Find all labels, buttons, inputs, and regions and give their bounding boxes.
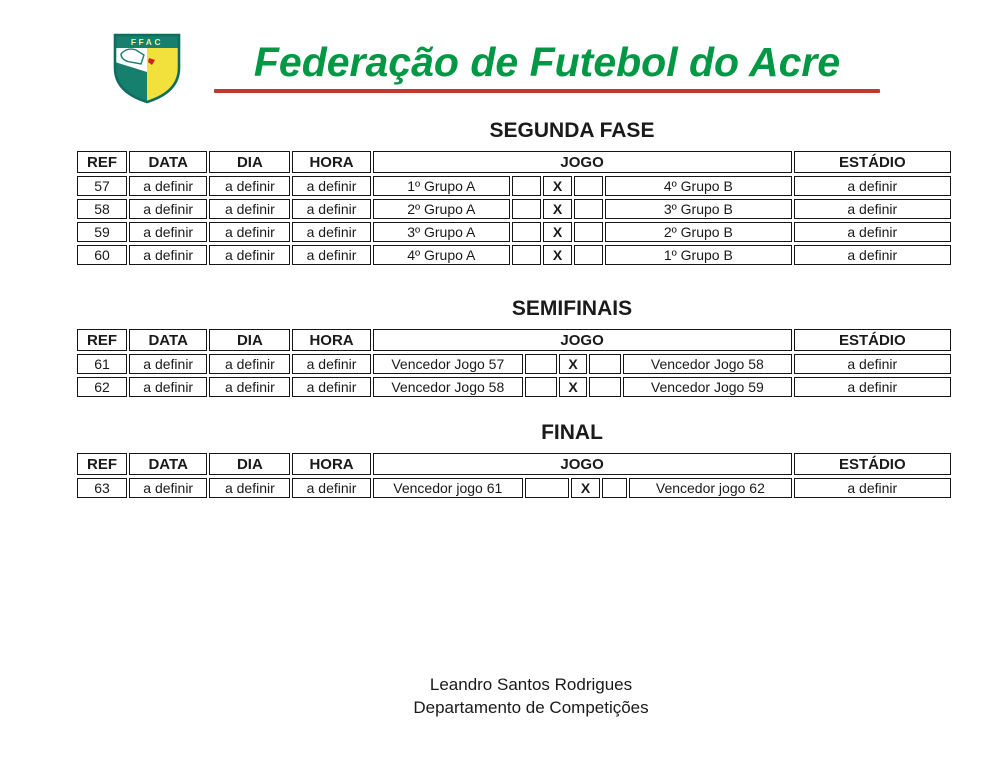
table-row: [77, 199, 951, 219]
title-underline: [214, 89, 880, 93]
away-team-cell: 3º Grupo B: [605, 199, 791, 219]
data-cell: a definir: [129, 478, 207, 498]
header-title-block: [214, 38, 880, 93]
section-title-segunda-fase: SEGUNDA FASE: [489, 119, 655, 142]
table-row: [77, 478, 951, 498]
dia-cell: a definir: [209, 199, 290, 219]
table-row: [77, 245, 951, 265]
footer-name: Leandro Santos Rodrigues: [429, 675, 633, 694]
page-title: Federação de Futebol do Acre: [253, 39, 841, 85]
jogo-header: JOGO: [373, 453, 792, 475]
dia-cell: a definir: [209, 176, 290, 196]
ref-cell: 57: [77, 176, 127, 196]
document-footer: [91, 673, 971, 719]
estadio-header: ESTÁDIO: [794, 329, 951, 351]
spacer-cell: [512, 199, 541, 219]
hora-cell: a definir: [292, 377, 370, 397]
spacer-cell: [512, 245, 541, 265]
dia-cell: a definir: [209, 245, 290, 265]
dia-header: DIA: [209, 151, 290, 173]
versus-cell: X: [559, 377, 587, 397]
dia-cell: a definir: [209, 377, 290, 397]
data-cell: a definir: [129, 354, 207, 374]
hora-cell: a definir: [292, 176, 370, 196]
spacer-cell: [589, 354, 621, 374]
ref-header: REF: [77, 151, 127, 173]
dia-header: DIA: [209, 329, 290, 351]
table-final: [75, 450, 953, 501]
header-row: [77, 151, 951, 173]
jogo-header: JOGO: [373, 151, 792, 173]
data-header: DATA: [129, 453, 207, 475]
dia-cell: a definir: [209, 354, 290, 374]
spacer-cell: [589, 377, 621, 397]
ref-header: REF: [77, 329, 127, 351]
jogo-header: JOGO: [373, 329, 792, 351]
estadio-header: ESTÁDIO: [794, 151, 951, 173]
hora-cell: a definir: [292, 245, 370, 265]
spacer-cell: [525, 377, 557, 397]
ref-cell: 61: [77, 354, 127, 374]
home-team-cell: 1º Grupo A: [373, 176, 510, 196]
away-team-cell: Vencedor Jogo 58: [623, 354, 791, 374]
header-row: [77, 329, 951, 351]
home-team-cell: 4º Grupo A: [373, 245, 510, 265]
data-cell: a definir: [129, 199, 207, 219]
table-row: [77, 222, 951, 242]
versus-cell: X: [559, 354, 587, 374]
spacer-cell: [574, 199, 603, 219]
dia-header: DIA: [209, 453, 290, 475]
away-team-cell: Vencedor Jogo 59: [623, 377, 791, 397]
estadio-cell: a definir: [794, 222, 951, 242]
spacer-cell: [574, 222, 603, 242]
table-row: [77, 176, 951, 196]
hora-cell: a definir: [292, 222, 370, 242]
versus-cell: X: [543, 176, 572, 196]
versus-cell: X: [543, 245, 572, 265]
hora-header: HORA: [292, 329, 370, 351]
ref-cell: 63: [77, 478, 127, 498]
ref-cell: 58: [77, 199, 127, 219]
estadio-header: ESTÁDIO: [794, 453, 951, 475]
estadio-cell: a definir: [794, 354, 951, 374]
hora-cell: a definir: [292, 199, 370, 219]
spacer-cell: [602, 478, 627, 498]
dia-cell: a definir: [209, 478, 290, 498]
data-cell: a definir: [129, 377, 207, 397]
away-team-cell: 2º Grupo B: [605, 222, 791, 242]
section-title-semifinais: SEMIFINAIS: [511, 297, 633, 320]
table-row: [77, 354, 951, 374]
data-header: DATA: [129, 151, 207, 173]
section-title-final: FINAL: [541, 421, 603, 444]
table-row: [77, 377, 951, 397]
ffac-logo-text: FFAC: [130, 37, 164, 47]
spacer-cell: [525, 354, 557, 374]
hora-cell: a definir: [292, 478, 370, 498]
estadio-cell: a definir: [794, 245, 951, 265]
table-semifinais: [75, 326, 953, 400]
footer-department: Departamento de Competições: [413, 698, 649, 717]
estadio-cell: a definir: [794, 377, 951, 397]
hora-cell: a definir: [292, 354, 370, 374]
versus-cell: X: [543, 222, 572, 242]
away-team-cell: 1º Grupo B: [605, 245, 791, 265]
spacer-cell: [525, 478, 569, 498]
ref-cell: 60: [77, 245, 127, 265]
home-team-cell: 2º Grupo A: [373, 199, 510, 219]
ref-cell: 59: [77, 222, 127, 242]
spacer-cell: [512, 176, 541, 196]
ref-cell: 62: [77, 377, 127, 397]
data-cell: a definir: [129, 245, 207, 265]
away-team-cell: 4º Grupo B: [605, 176, 791, 196]
dia-cell: a definir: [209, 222, 290, 242]
spacer-cell: [574, 245, 603, 265]
home-team-cell: Vencedor Jogo 57: [373, 354, 523, 374]
schedule-content: [75, 118, 955, 719]
versus-cell: X: [543, 199, 572, 219]
hora-header: HORA: [292, 151, 370, 173]
versus-cell: X: [571, 478, 600, 498]
home-team-cell: Vencedor Jogo 58: [373, 377, 523, 397]
away-team-cell: Vencedor jogo 62: [629, 478, 791, 498]
home-team-cell: 3º Grupo A: [373, 222, 510, 242]
home-team-cell: Vencedor jogo 61: [373, 478, 523, 498]
data-cell: a definir: [129, 222, 207, 242]
estadio-cell: a definir: [794, 478, 951, 498]
data-cell: a definir: [129, 176, 207, 196]
estadio-cell: a definir: [794, 199, 951, 219]
spacer-cell: [512, 222, 541, 242]
header-row: [77, 453, 951, 475]
hora-header: HORA: [292, 453, 370, 475]
ffac-logo: [108, 30, 186, 106]
ffac-shield-icon: [108, 30, 186, 106]
spacer-cell: [574, 176, 603, 196]
data-header: DATA: [129, 329, 207, 351]
estadio-cell: a definir: [794, 176, 951, 196]
table-segunda-fase: [75, 148, 953, 268]
ref-header: REF: [77, 453, 127, 475]
